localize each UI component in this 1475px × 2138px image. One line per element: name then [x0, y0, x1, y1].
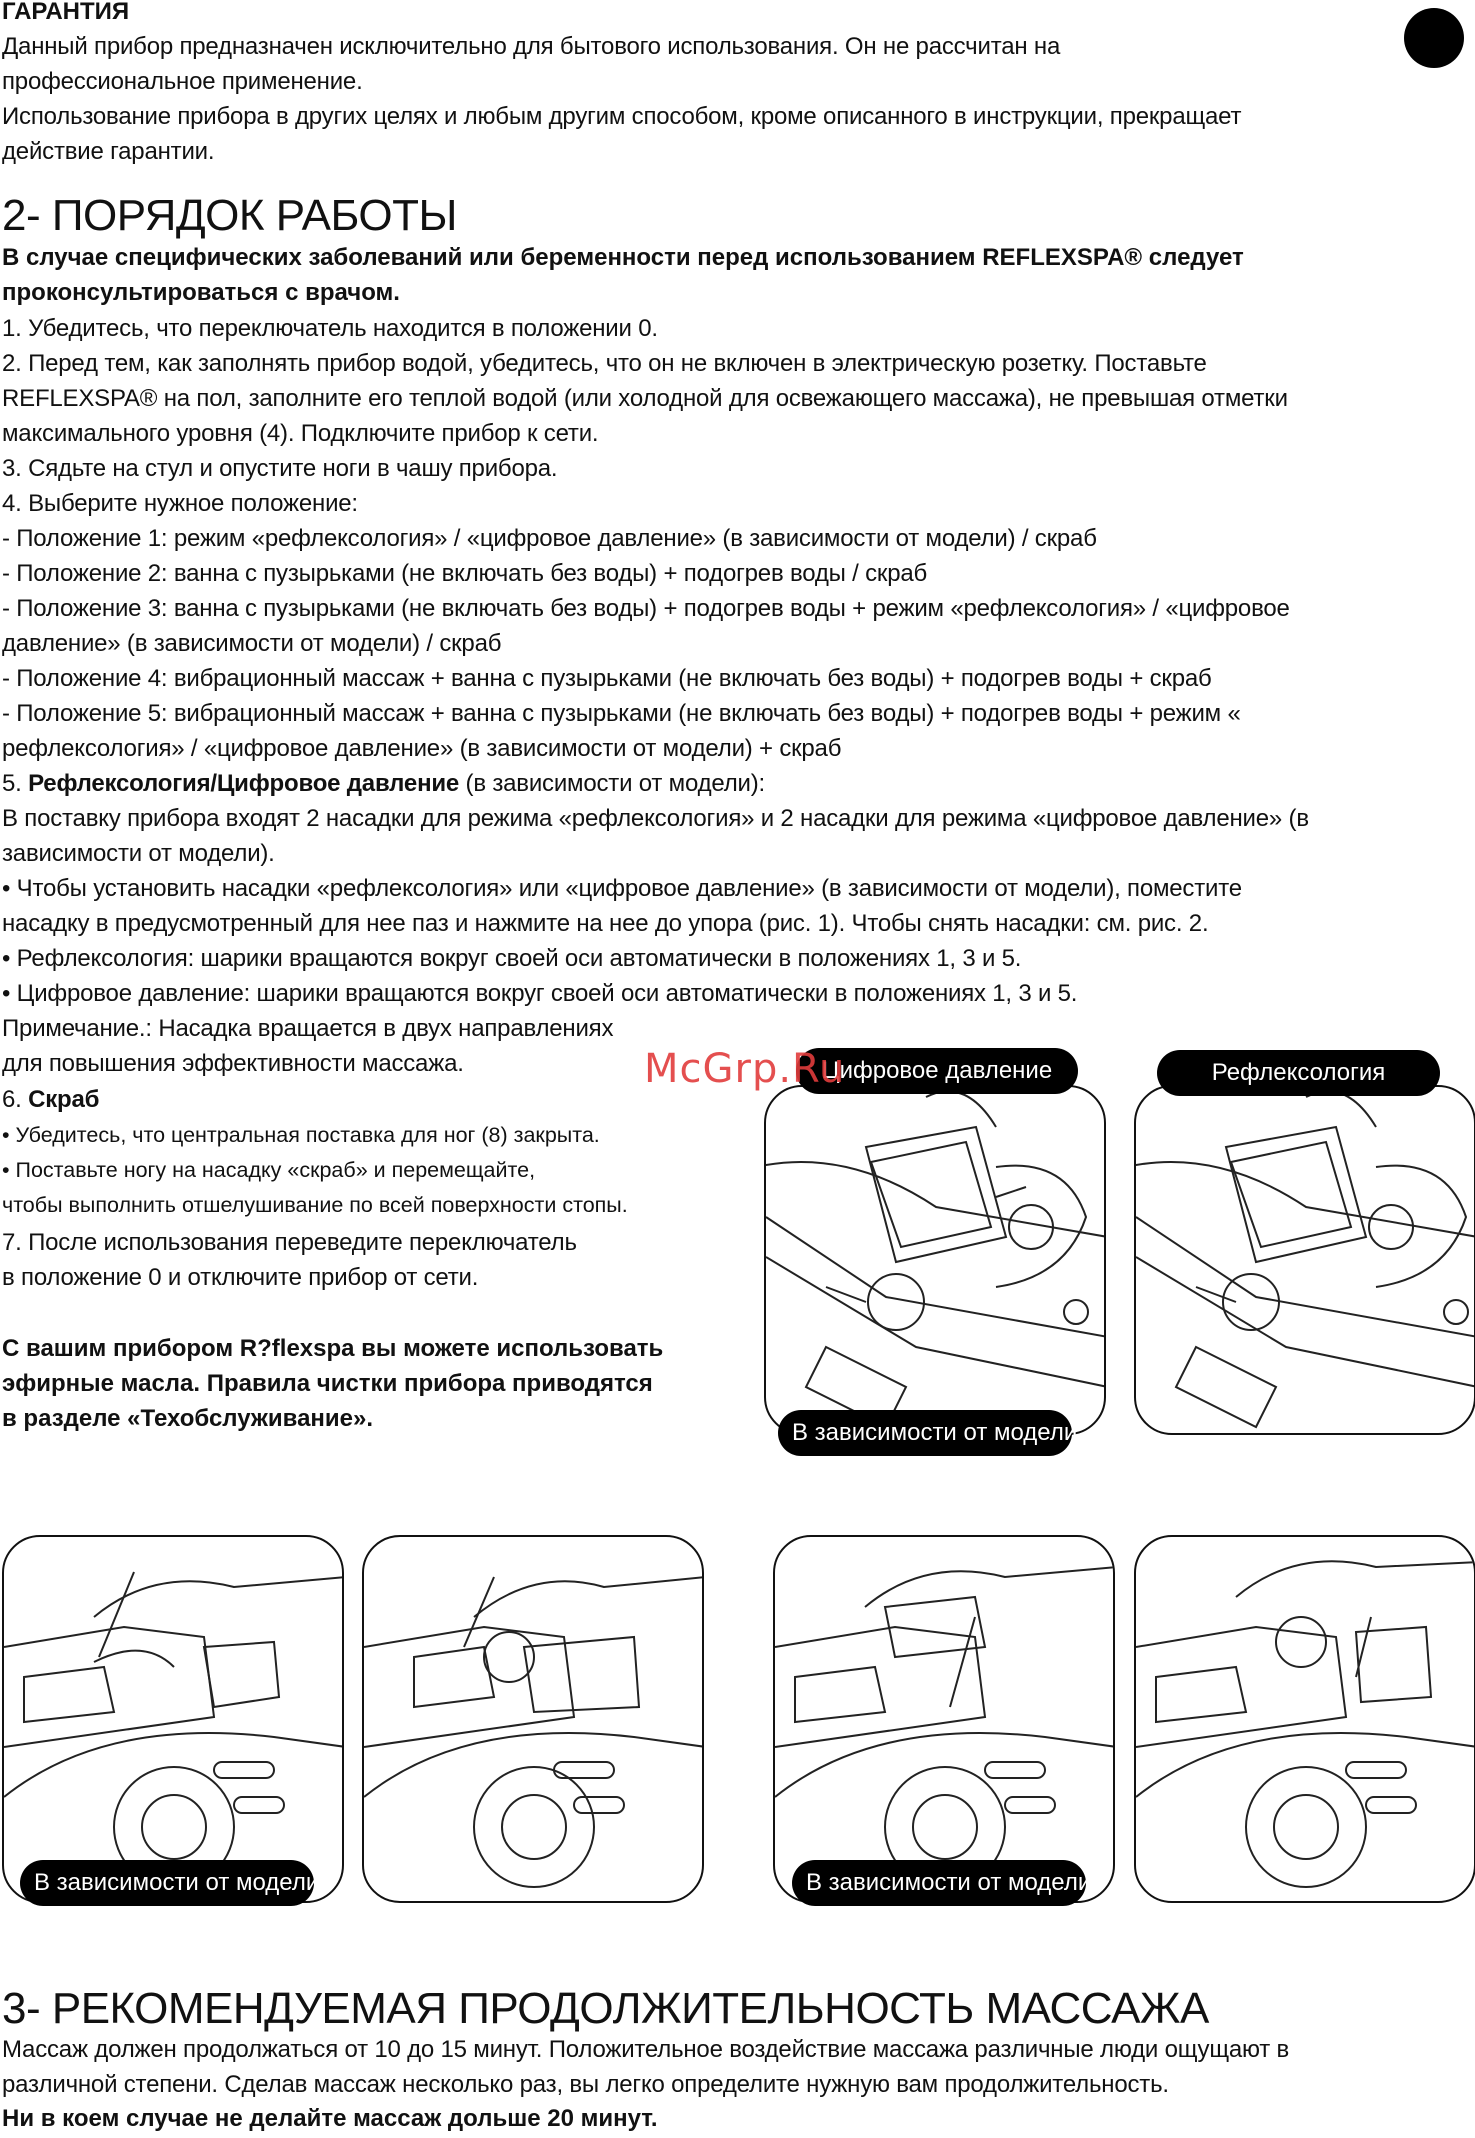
section2-line: - Положение 5: вибрационный массаж + ванна с пузырьками (не включать без воды) + подогрев воды + режим «: [2, 700, 1241, 727]
scrub-line: • Убедитесь, что центральная поставка для ног (8) закрыта.: [2, 1123, 600, 1147]
section2-line: 3. Сядьте на стул и опустите ноги в чашу прибора.: [2, 455, 558, 482]
section2-line: 4. Выберите нужное положение:: [2, 490, 358, 517]
label-by-model: В зависимости от модели: [792, 1860, 1086, 1906]
section2-title: 2- ПОРЯДОК РАБОТЫ: [2, 191, 457, 240]
section2-line: максимального уровня (4). Подключите прибор к сети.: [2, 420, 599, 447]
section2-line2: для повышения эффективности массажа.: [2, 1050, 464, 1077]
oils-note: С вашим прибором R?flexspa вы можете использовать: [2, 1335, 664, 1362]
watermark: McGrp.Ru: [644, 1046, 846, 1092]
figure-install-step-1: [2, 1535, 344, 1903]
warranty-line: Использование прибора в других целях и любым другим способом, кроме описанного в инструкции, прекращает: [2, 103, 1242, 130]
item6-num: 6.: [2, 1086, 29, 1113]
warranty-line: Данный прибор предназначен исключительно для бытового использования. Он не рассчитан на: [2, 33, 1061, 60]
figure-reflexology: [1134, 1085, 1475, 1435]
section2-warning: В случае специфических заболеваний или беременности перед использованием REFLEXSPA® следует: [2, 244, 1244, 271]
figure-install-step-2: [362, 1535, 704, 1903]
item6-line: [2, 1082, 99, 1117]
item5-line: [2, 766, 765, 801]
section2-line: - Положение 4: вибрационный массаж + ванна с пузырьками (не включать без воды) + подогрев воды + скраб: [2, 665, 1212, 692]
warranty-title: ГАРАНТИЯ: [2, 0, 130, 25]
section2-line2: Примечание.: Насадка вращается в двух направлениях: [2, 1015, 614, 1042]
section2-line: 2. Перед тем, как заполнять прибор водой, убедитесь, что он не включен в электрическую розетку. Поставьте: [2, 350, 1207, 377]
label-digital-pressure: Цифровое давление: [796, 1048, 1078, 1094]
section2-line: - Положение 2: ванна с пузырьками (не включать без воды) + подогрев воды / скраб: [2, 560, 928, 587]
oils-note: эфирные масла. Правила чистки прибора приводятся: [2, 1370, 653, 1397]
section2-line2: • Чтобы установить насадки «рефлексология» или «цифровое давление» (в зависимости от модели), поместите: [2, 875, 1242, 902]
warranty-line: профессиональное применение.: [2, 68, 363, 95]
item5-bold: Рефлексология/Цифровое давление: [28, 770, 460, 797]
section2-line2: насадку в предусмотренный для нее паз и нажмите на нее до упора (рис. 1). Чтобы снять насадки: см. рис. 2.: [2, 910, 1209, 937]
item6-bold: Скраб: [28, 1086, 100, 1113]
section2-line2: В поставку прибора входят 2 насадки для режима «рефлексология» и 2 насадки для режима «цифровое давление» (в: [2, 805, 1309, 832]
section2-line2: • Цифровое давление: шарики вращаются вокруг своей оси автоматически в положениях 1, 3 и 5.: [2, 980, 1078, 1007]
section2-line: - Положение 3: ванна с пузырьками (не включать без воды) + подогрев воды + режим «рефлексология» / «цифровое: [2, 595, 1290, 622]
item7-line: в положение 0 и отключите прибор от сети.: [2, 1264, 479, 1291]
section2-line: - Положение 1: режим «рефлексология» / «цифровое давление» (в зависимости от модели) / скраб: [2, 525, 1097, 552]
section3-line: различной степени. Сделав массаж несколько раз, вы легко определите нужную вам продолжительность.: [2, 2071, 1169, 2098]
section2-line2: • Рефлексология: шарики вращаются вокруг своей оси автоматически в положениях 1, 3 и 5.: [2, 945, 1022, 972]
section2-line: 1. Убедитесь, что переключатель находится в положении 0.: [2, 315, 658, 342]
section2-line: давление» (в зависимости от модели) / скраб: [2, 630, 502, 657]
scrub-line: • Поставьте ногу на насадку «скраб» и перемещайте,: [2, 1158, 536, 1182]
figure-remove-step-1: [773, 1535, 1115, 1903]
label-by-model: В зависимости от модели: [778, 1410, 1072, 1456]
section3-title: 3- РЕКОМЕНДУЕМАЯ ПРОДОЛЖИТЕЛЬНОСТЬ МАССАЖА: [2, 1984, 1209, 2033]
item5-num: 5.: [2, 770, 29, 797]
section3-line: Массаж должен продолжаться от 10 до 15 минут. Положительное воздействие массажа различные люди ощущают в: [2, 2036, 1290, 2063]
item5-rest: (в зависимости от модели):: [459, 770, 765, 797]
warranty-line: действие гарантии.: [2, 138, 215, 165]
section2-line: REFLEXSPA® на пол, заполните его теплой водой (или холодной для освежающего массажа), не превышая отметки: [2, 385, 1288, 412]
section2-warning: проконсультироваться с врачом.: [2, 279, 400, 306]
section2-line: рефлексология» / «цифровое давление» (в зависимости от модели) + скраб: [2, 735, 842, 762]
corner-dot-icon: [1404, 8, 1464, 68]
section2-line2: зависимости от модели).: [2, 840, 275, 867]
label-reflexology: Рефлексология: [1157, 1050, 1440, 1096]
oils-note: в разделе «Техобслуживание».: [2, 1405, 374, 1432]
figure-digital-pressure: [764, 1085, 1106, 1435]
item7-line: 7. После использования переведите переключатель: [2, 1229, 577, 1256]
scrub-line: чтобы выполнить отшелушивание по всей поверхности стопы.: [2, 1193, 628, 1217]
section3-warning: Ни в коем случае не делайте массаж дольше 20 минут.: [2, 2105, 658, 2132]
label-by-model: В зависимости от модели: [20, 1860, 314, 1906]
figure-remove-step-2: [1134, 1535, 1475, 1903]
